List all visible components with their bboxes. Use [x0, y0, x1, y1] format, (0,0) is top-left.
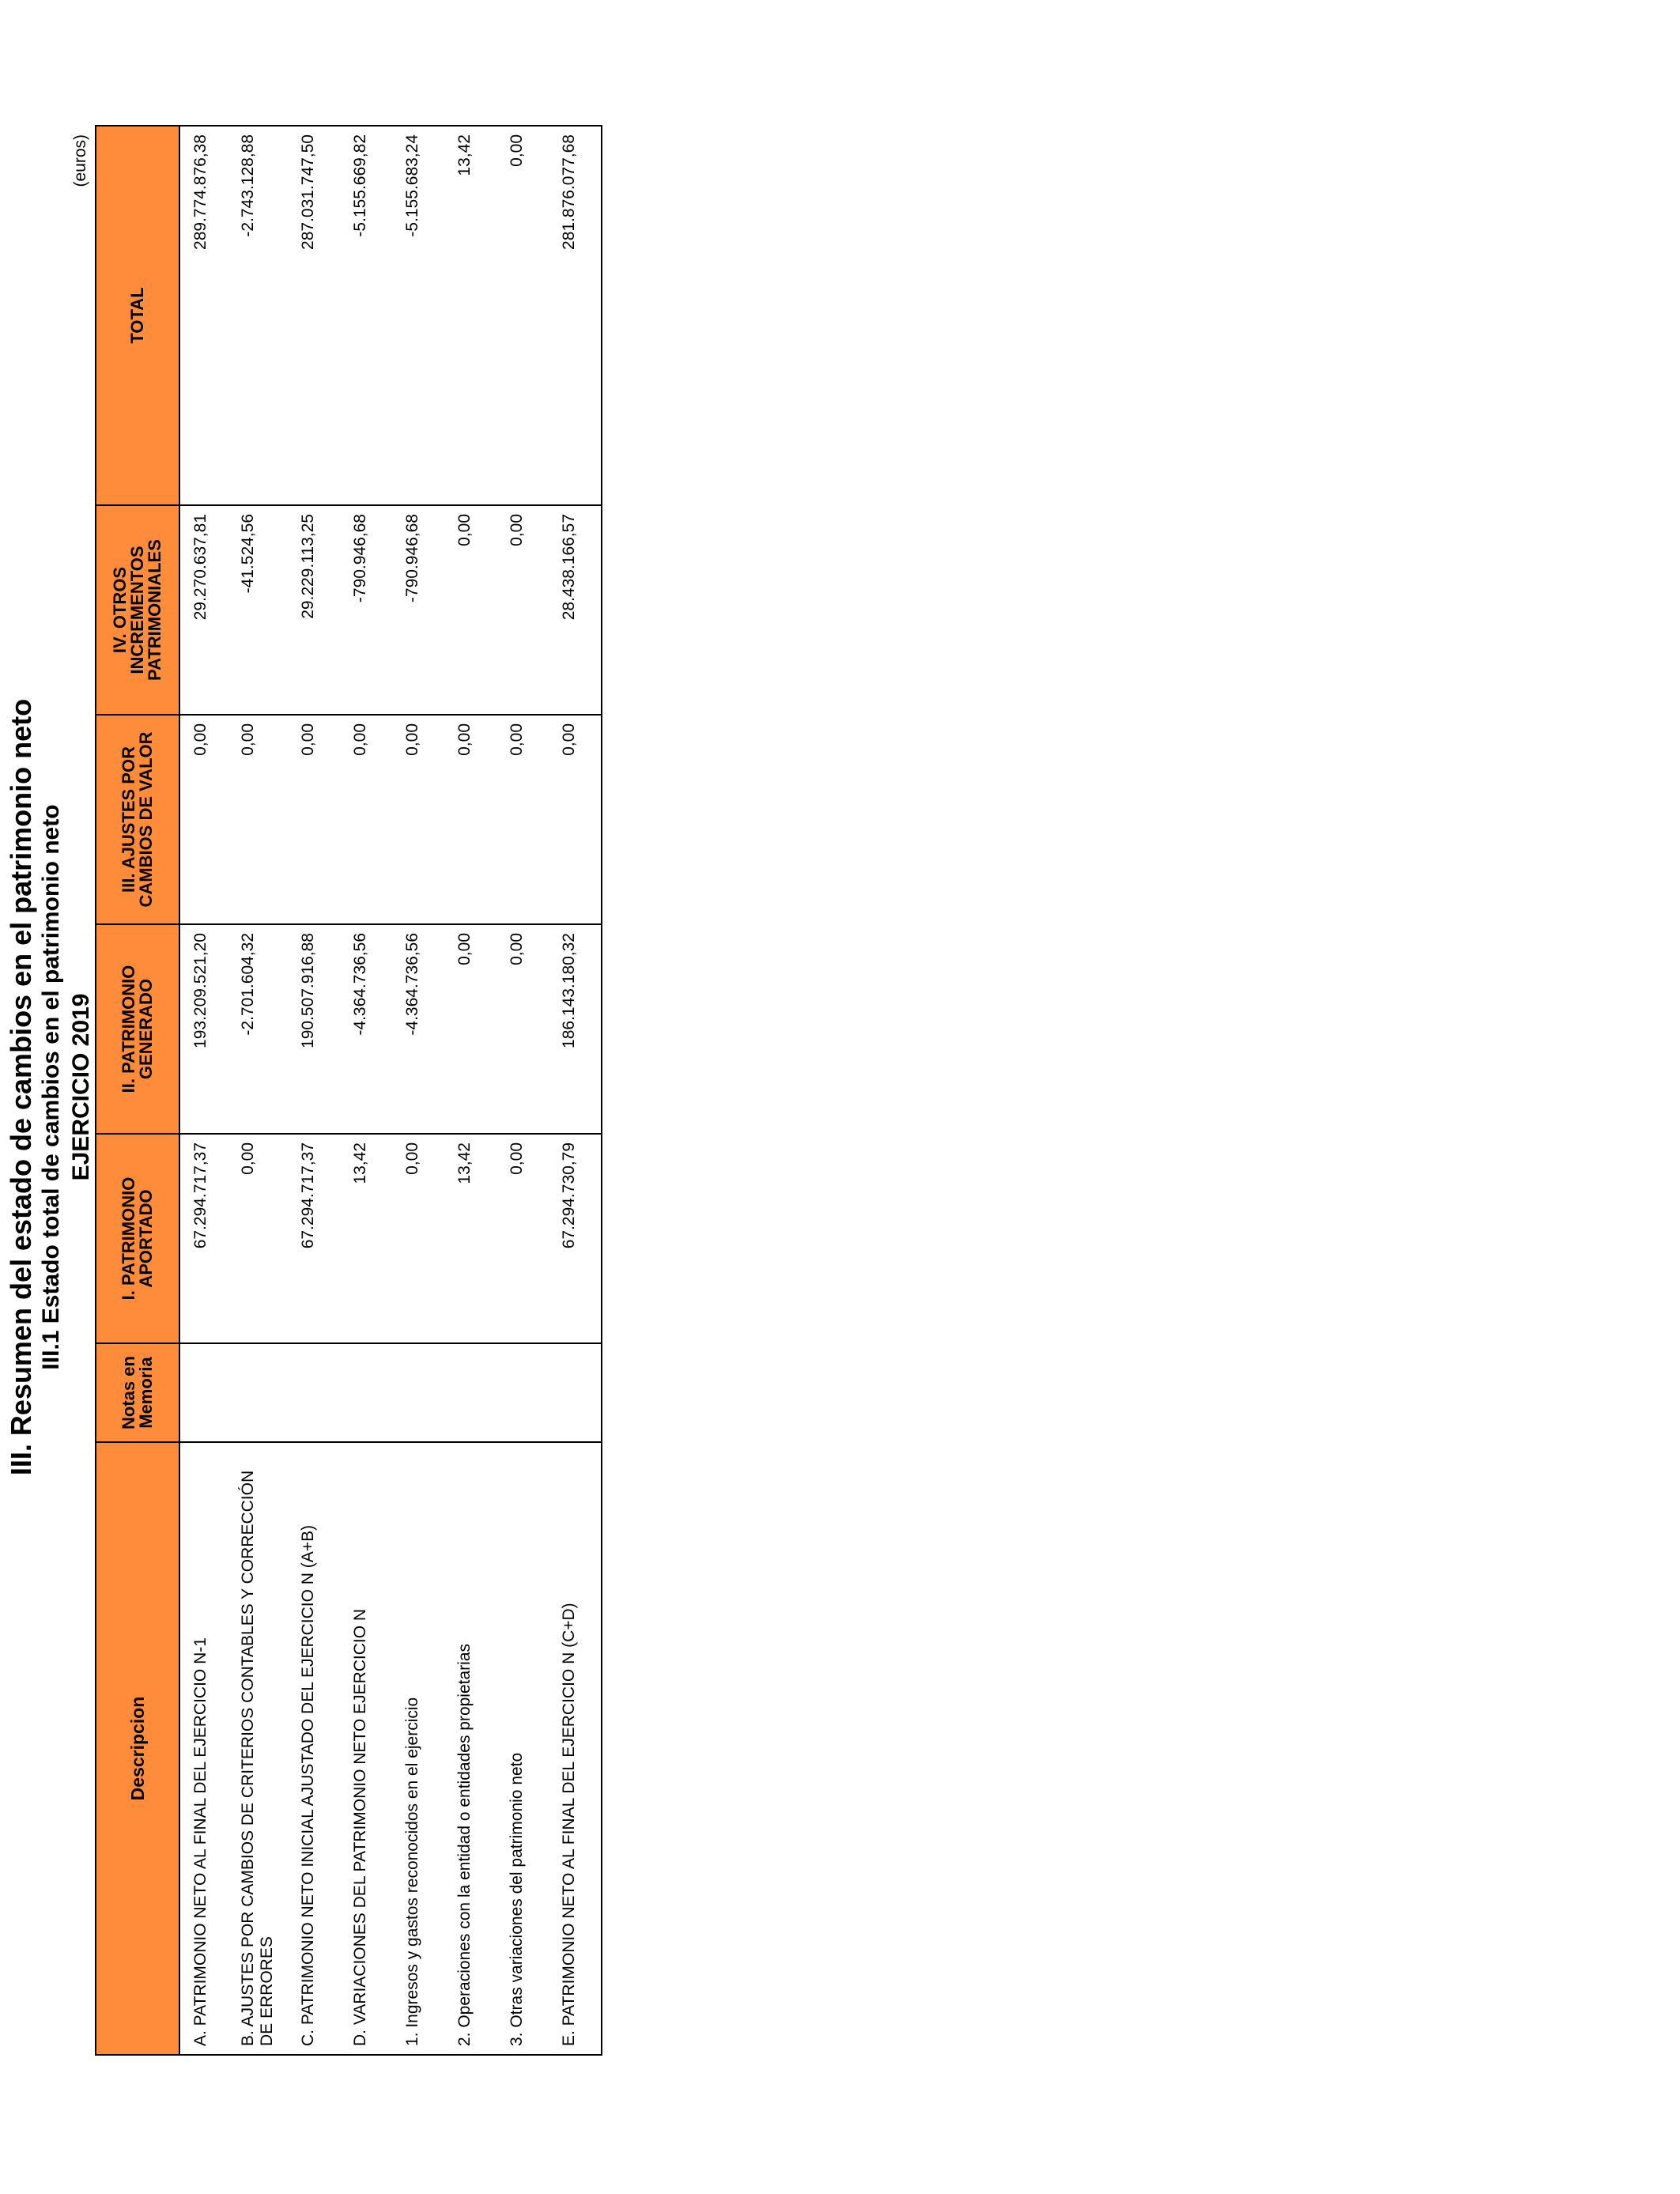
header-patrimonio-aportado: I. PATRIMONIO APORTADO — [96, 1134, 179, 1343]
row-ajustes: 0,00 — [232, 715, 288, 924]
row-generado: 193.209.521,20 — [179, 924, 232, 1134]
row-aportado: 13,42 — [444, 1134, 496, 1343]
row-total: 13,42 — [444, 126, 496, 505]
row-description: C. PATRIMONIO NETO INICIAL AJUSTADO DEL EJERCICIO N (A+B) — [288, 1442, 340, 2055]
table-row — [444, 126, 496, 2055]
row-aportado: 13,42 — [340, 1134, 392, 1343]
table-row — [496, 126, 549, 2055]
row-generado: 0,00 — [496, 924, 549, 1134]
equity-changes-table-wrapper — [95, 125, 602, 2056]
table-header-row — [96, 126, 179, 2055]
row-aportado: 0,00 — [232, 1134, 288, 1343]
row-ajustes: 0,00 — [444, 715, 496, 924]
row-otros: 29.229.113,25 — [288, 505, 340, 715]
report-subtitle: III.1 Estado total de cambios en el patrimonio neto — [38, 804, 64, 1370]
row-total: 289.774.876,38 — [179, 126, 232, 505]
row-aportado: 67.294.717,37 — [179, 1134, 232, 1343]
row-notas — [288, 1343, 340, 1442]
table-row — [232, 126, 288, 2055]
units-label: (euros) — [71, 134, 89, 187]
row-aportado: 0,00 — [392, 1134, 444, 1343]
row-otros: 0,00 — [444, 505, 496, 715]
header-notas: Notas en Memoria — [96, 1343, 179, 1442]
row-ajustes: 0,00 — [549, 715, 602, 924]
row-ajustes: 0,00 — [392, 715, 444, 924]
table-row — [179, 126, 232, 2055]
row-notas — [549, 1343, 602, 1442]
header-ajustes-valor: III. AJUSTES POR CAMBIOS DE VALOR — [96, 715, 179, 924]
header-descripcion: Descripcion — [96, 1442, 179, 2055]
row-total: 0,00 — [496, 126, 549, 505]
row-generado: -4.364.736,56 — [392, 924, 444, 1134]
row-description: A. PATRIMONIO NETO AL FINAL DEL EJERCICIO N-1 — [179, 1442, 232, 2055]
header-otros-incrementos: IV. OTROS INCREMENTOS PATRIMONIALES — [96, 505, 179, 715]
row-ajustes: 0,00 — [288, 715, 340, 924]
row-notas — [232, 1343, 288, 1442]
row-total: -2.743.128,88 — [232, 126, 288, 505]
table-row — [392, 126, 444, 2055]
row-otros: -790.946,68 — [392, 505, 444, 715]
report-title: III. Resumen del estado de cambios en el patrimonio neto — [5, 698, 37, 1476]
row-aportado: 67.294.730,79 — [549, 1134, 602, 1343]
row-generado: -4.364.736,56 — [340, 924, 392, 1134]
equity-changes-table — [95, 125, 602, 2056]
row-notas — [444, 1343, 496, 1442]
row-otros: -790.946,68 — [340, 505, 392, 715]
row-total: 281.876.077,68 — [549, 126, 602, 505]
row-generado: 190.507.916,88 — [288, 924, 340, 1134]
report-period: EJERCICIO 2019 — [68, 993, 94, 1181]
row-otros: -41.524,56 — [232, 505, 288, 715]
row-ajustes: 0,00 — [179, 715, 232, 924]
table-row — [340, 126, 392, 2055]
row-description: D. VARIACIONES DEL PATRIMONIO NETO EJERCICIO N — [340, 1442, 392, 2055]
row-ajustes: 0,00 — [340, 715, 392, 924]
row-otros: 0,00 — [496, 505, 549, 715]
row-total: 287.031.747,50 — [288, 126, 340, 505]
row-notas — [496, 1343, 549, 1442]
row-description: 3. Otras variaciones del patrimonio neto — [496, 1442, 549, 2055]
row-generado: -2.701.604,32 — [232, 924, 288, 1134]
row-total: -5.155.683,24 — [392, 126, 444, 505]
row-otros: 29.270.637,81 — [179, 505, 232, 715]
row-generado: 0,00 — [444, 924, 496, 1134]
row-description: 1. Ingresos y gastos reconocidos en el ejercicio — [392, 1442, 444, 2055]
header-total: TOTAL — [96, 126, 179, 505]
row-generado: 186.143.180,32 — [549, 924, 602, 1134]
row-total: -5.155.669,82 — [340, 126, 392, 505]
row-description: E. PATRIMONIO NETO AL FINAL DEL EJERCICIO N (C+D) — [549, 1442, 602, 2055]
row-description: 2. Operaciones con la entidad o entidades propietarias — [444, 1442, 496, 2055]
table-row — [549, 126, 602, 2055]
row-aportado: 0,00 — [496, 1134, 549, 1343]
table-row — [288, 126, 340, 2055]
row-ajustes: 0,00 — [496, 715, 549, 924]
row-aportado: 67.294.717,37 — [288, 1134, 340, 1343]
row-otros: 28.438.166,57 — [549, 505, 602, 715]
header-patrimonio-generado: II. PATRIMONIO GENERADO — [96, 924, 179, 1134]
row-description: B. AJUSTES POR CAMBIOS DE CRITERIOS CONTABLES Y CORRECCIÓN DE ERRORES — [232, 1442, 288, 2055]
row-notas — [392, 1343, 444, 1442]
row-notas — [340, 1343, 392, 1442]
row-notas — [179, 1343, 232, 1442]
